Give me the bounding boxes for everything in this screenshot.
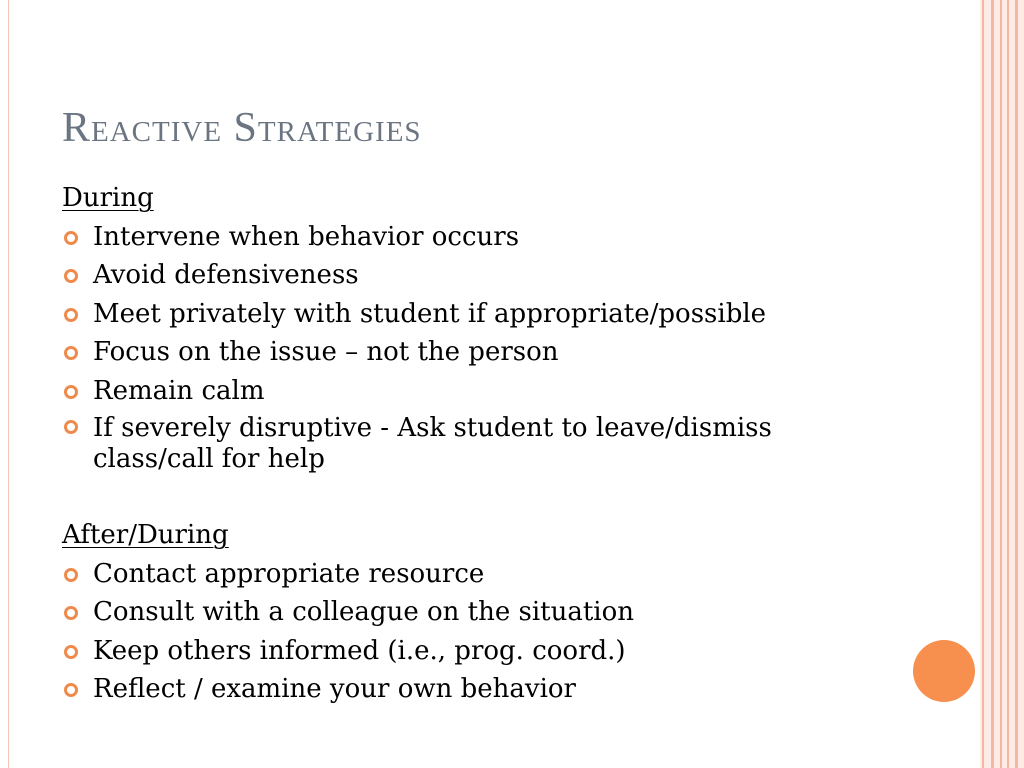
orange-circle-decoration bbox=[913, 640, 975, 702]
decorative-stripe bbox=[1000, 0, 1002, 768]
section-heading-during: During bbox=[62, 183, 154, 213]
list-item bbox=[62, 410, 862, 478]
list-item bbox=[62, 218, 862, 257]
bullet-circle-icon bbox=[64, 308, 78, 322]
list-item bbox=[62, 256, 862, 295]
list-item-text: If severely disruptive - Ask student to leave/dismiss class/call for help bbox=[93, 413, 772, 474]
decorative-stripe bbox=[1007, 0, 1009, 768]
bullet-circle-icon bbox=[64, 645, 78, 659]
left-border-line bbox=[8, 0, 9, 768]
list-item bbox=[62, 372, 862, 411]
list-item bbox=[62, 632, 862, 671]
list-item bbox=[62, 555, 862, 594]
list-item-text: Keep others informed (i.e., prog. coord.) bbox=[93, 635, 626, 666]
list-item-text: Avoid defensiveness bbox=[93, 260, 359, 290]
bullet-circle-icon bbox=[64, 606, 78, 620]
list-item bbox=[62, 593, 862, 632]
bullet-circle-icon bbox=[64, 346, 78, 360]
list-item-text: Contact appropriate resource bbox=[93, 558, 485, 589]
bullet-list-after-during bbox=[62, 555, 862, 709]
list-item-text: Focus on the issue – not the person bbox=[93, 337, 559, 367]
slide-title: Reactive Strategies bbox=[62, 105, 422, 151]
bullet-circle-icon bbox=[64, 269, 78, 283]
list-item-text: Meet privately with student if appropriate/possible bbox=[93, 298, 767, 329]
list-item bbox=[62, 670, 862, 709]
list-item-text: Consult with a colleague on the situation bbox=[93, 597, 634, 627]
bullet-circle-icon bbox=[64, 568, 78, 582]
bullet-circle-icon bbox=[64, 385, 78, 399]
list-item-text: Intervene when behavior occurs bbox=[93, 221, 520, 252]
list-item-text: Remain calm bbox=[93, 375, 265, 406]
list-item bbox=[62, 333, 862, 372]
bullet-list-during bbox=[62, 218, 862, 479]
list-item bbox=[62, 295, 862, 334]
bullet-circle-icon bbox=[64, 683, 78, 697]
list-item-text: Reflect / examine your own behavior bbox=[93, 674, 576, 704]
decorative-stripe bbox=[1015, 0, 1018, 768]
bullet-circle-icon bbox=[64, 231, 78, 245]
decorative-stripe bbox=[982, 0, 984, 768]
slide-content bbox=[62, 179, 862, 709]
section-heading-after-during: After/During bbox=[62, 520, 229, 550]
bullet-circle-icon bbox=[64, 420, 78, 434]
decorative-stripe bbox=[991, 0, 994, 768]
section-spacer bbox=[62, 478, 862, 516]
